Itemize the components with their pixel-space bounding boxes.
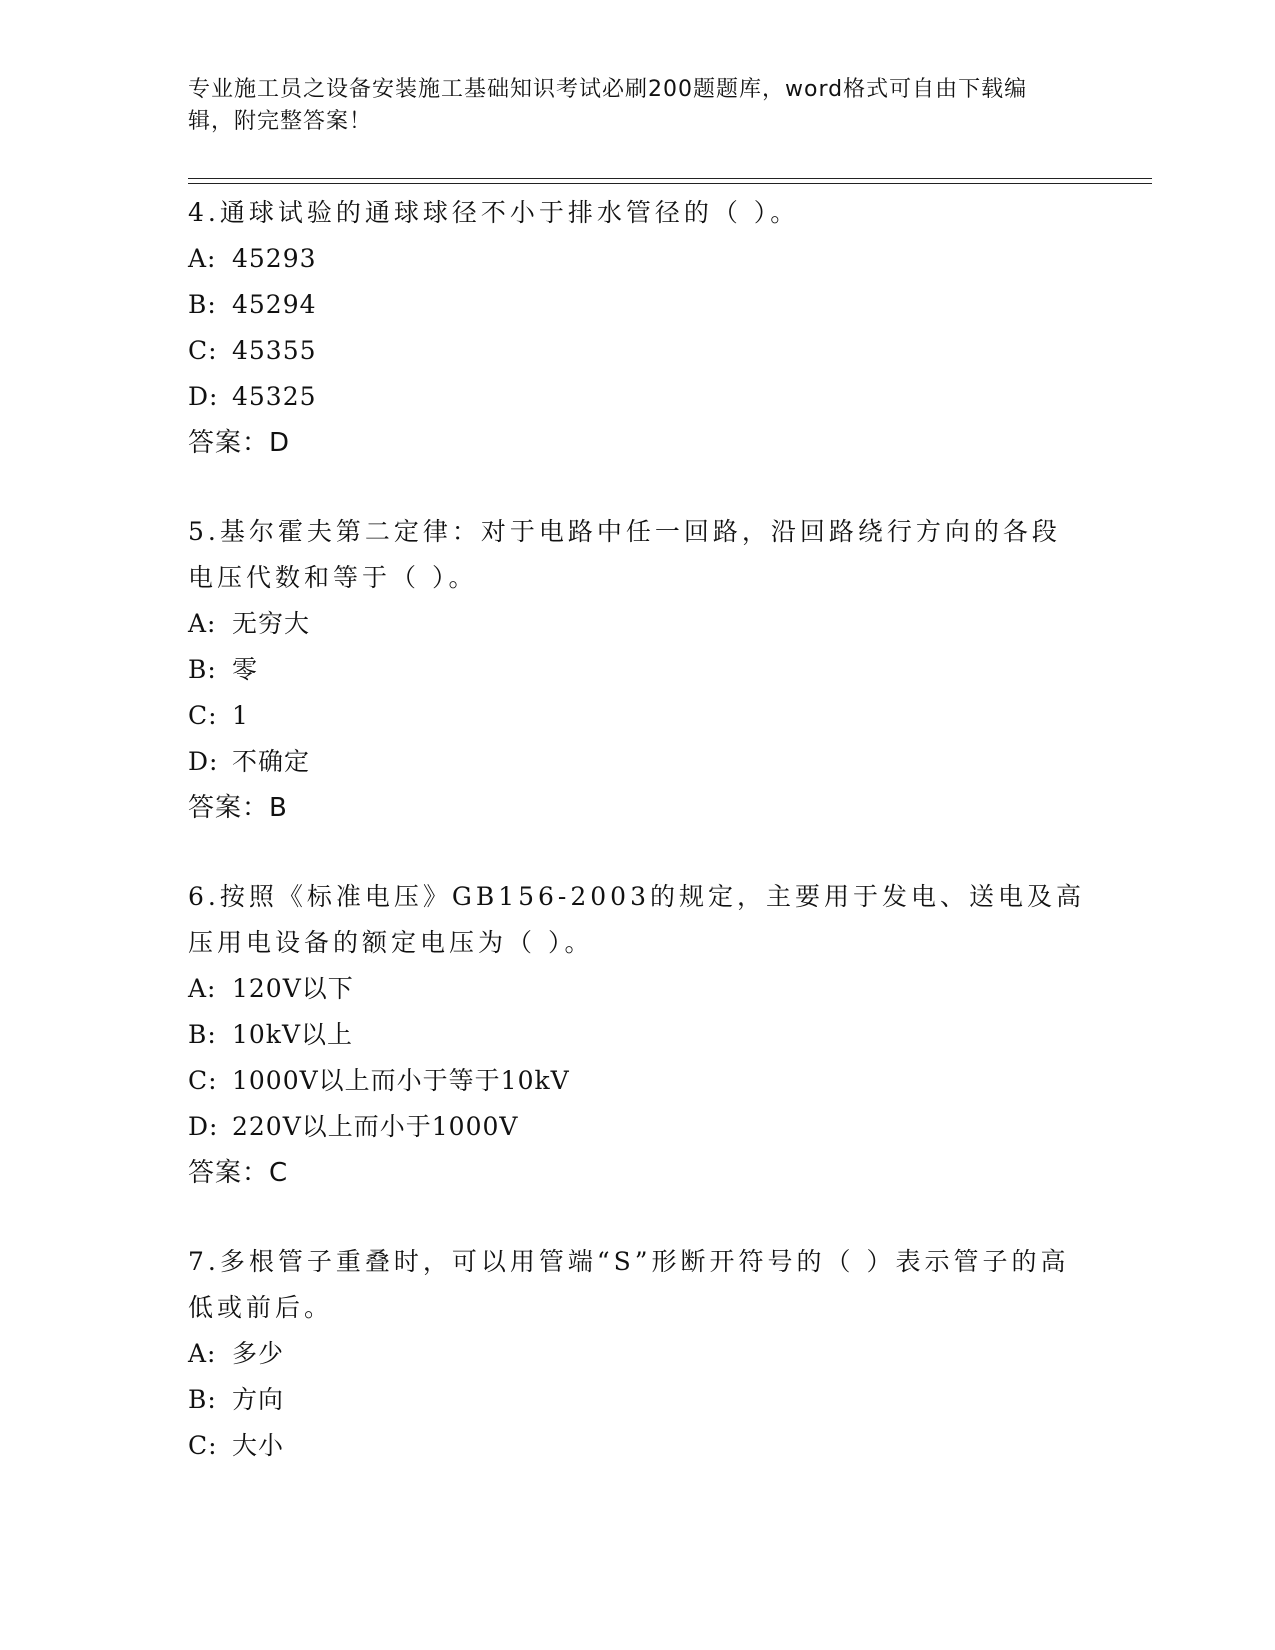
option-key: A: — [188, 609, 217, 638]
document-header: 专业施工员之设备安装施工基础知识考试必刷200题题库，word格式可自由下载编辑，附完整答案！ — [188, 77, 1028, 134]
option-value: 零 — [232, 655, 259, 684]
option-value: 1000V以上而小于等于10kV — [232, 1066, 570, 1095]
question-4 — [188, 190, 1088, 466]
option-key: A: — [188, 244, 217, 273]
answer-line: 答案：C — [188, 1158, 289, 1188]
option-key: B: — [188, 290, 217, 319]
option-key: C: — [188, 336, 218, 365]
option-value: 45294 — [232, 290, 317, 319]
option-key: C: — [188, 1431, 218, 1460]
question-5 — [188, 509, 1088, 831]
option-key: C: — [188, 701, 218, 730]
question-text: 7.多根管子重叠时，可以用管端“S”形断开符号的（ ）表示管子的高低或前后。 — [188, 1247, 1070, 1322]
option-b — [188, 1012, 1088, 1058]
question-7 — [188, 1239, 1088, 1469]
option-key: A: — [188, 1339, 217, 1368]
option-c — [188, 1423, 1088, 1469]
option-key: A: — [188, 974, 217, 1003]
option-value: 方向 — [232, 1385, 285, 1414]
question-text: 5.基尔霍夫第二定律：对于电路中任一回路，沿回路绕行方向的各段电压代数和等于（ ）。 — [188, 517, 1061, 592]
option-key: C: — [188, 1066, 218, 1095]
option-key: B: — [188, 655, 217, 684]
option-key: B: — [188, 1385, 217, 1414]
question-text: 6.按照《标准电压》GB156-2003的规定，主要用于发电、送电及高压用电设备的额定电压为（ ）。 — [188, 882, 1085, 957]
option-value: 120V以下 — [232, 974, 354, 1003]
option-d — [188, 1104, 1088, 1150]
option-b — [188, 647, 1088, 693]
header-divider-bottom — [188, 183, 1152, 184]
option-c — [188, 1058, 1088, 1104]
option-value: 10kV以上 — [232, 1020, 354, 1049]
option-value: 45293 — [232, 244, 317, 273]
answer-line: 答案：B — [188, 793, 288, 823]
option-key: D: — [188, 382, 219, 411]
question-text: 4.通球试验的通球球径不小于排水管径的（ ）。 — [188, 198, 800, 227]
option-key: D: — [188, 1112, 219, 1141]
header-divider-top — [188, 178, 1152, 179]
option-value: 不确定 — [232, 747, 311, 776]
option-value: 多少 — [232, 1339, 285, 1368]
option-c — [188, 693, 1088, 739]
question-list — [188, 190, 1088, 1512]
option-key: D: — [188, 747, 219, 776]
option-value: 45355 — [232, 336, 317, 365]
option-value: 无穷大 — [232, 609, 311, 638]
option-b — [188, 1377, 1088, 1423]
option-value: 45325 — [232, 382, 317, 411]
option-key: B: — [188, 1020, 217, 1049]
option-b — [188, 282, 1088, 328]
answer-line: 答案：D — [188, 428, 291, 458]
question-6 — [188, 874, 1088, 1196]
option-d — [188, 374, 1088, 420]
option-value: 1 — [232, 701, 249, 730]
option-value: 220V以上而小于1000V — [232, 1112, 519, 1141]
option-a — [188, 1331, 1088, 1377]
option-a — [188, 601, 1088, 647]
option-a — [188, 966, 1088, 1012]
option-d — [188, 739, 1088, 785]
option-a — [188, 236, 1088, 282]
option-value: 大小 — [232, 1431, 285, 1460]
option-c — [188, 328, 1088, 374]
